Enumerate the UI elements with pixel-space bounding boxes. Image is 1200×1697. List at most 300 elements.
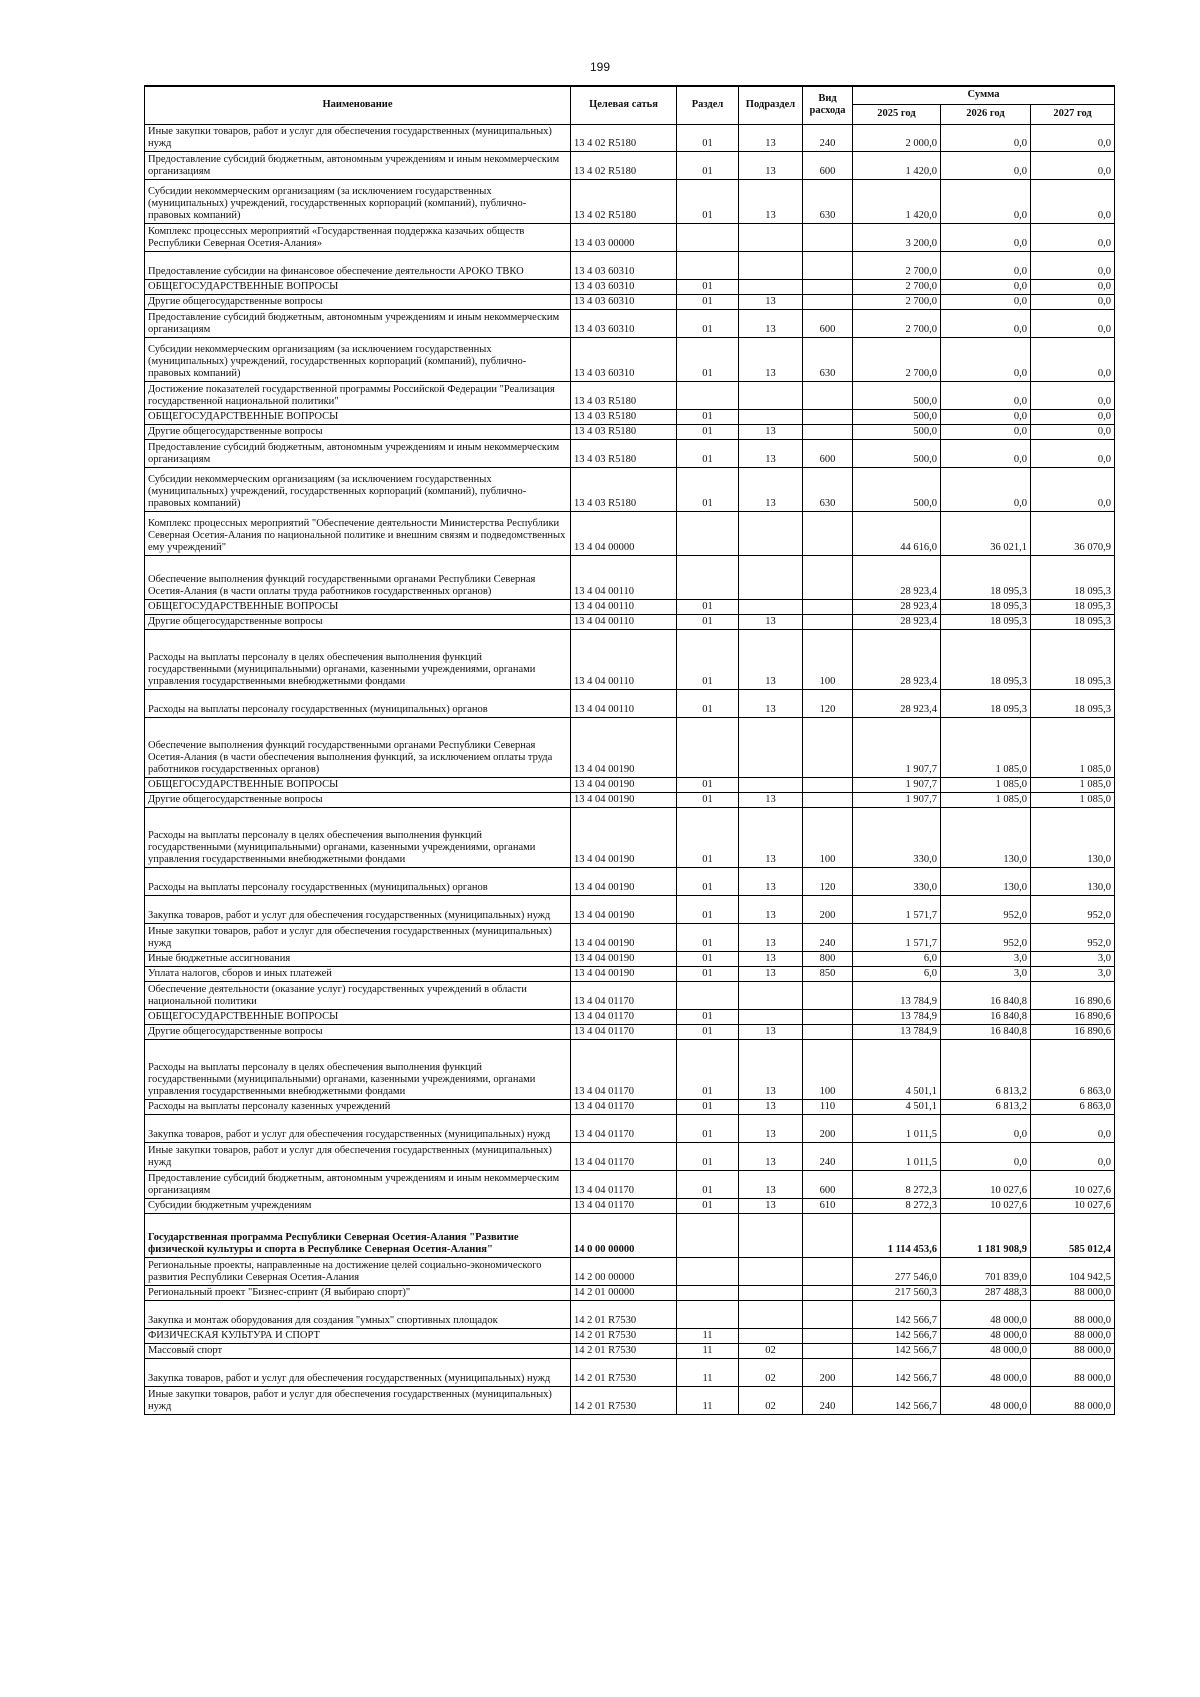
table-row xyxy=(145,1328,1115,1343)
row-name: Закупка и монтаж оборудования для создания "умных" спортивных площадок xyxy=(145,1300,571,1328)
table-row xyxy=(145,294,1115,309)
row-expense-type: 630 xyxy=(803,179,853,223)
row-amount-2026: 1 085,0 xyxy=(941,792,1031,807)
row-section: 11 xyxy=(677,1328,739,1343)
row-name: Субсидии бюджетным учреждениям xyxy=(145,1198,571,1213)
row-amount-2025: 142 566,7 xyxy=(853,1358,941,1386)
row-subsection xyxy=(739,599,803,614)
row-amount-2025: 2 700,0 xyxy=(853,251,941,279)
row-expense-type: 630 xyxy=(803,467,853,511)
row-expense-type: 240 xyxy=(803,1386,853,1414)
row-expense-type: 240 xyxy=(803,923,853,951)
row-name: ФИЗИЧЕСКАЯ КУЛЬТУРА И СПОРТ xyxy=(145,1328,571,1343)
row-section: 01 xyxy=(677,629,739,689)
row-expense-type: 600 xyxy=(803,151,853,179)
row-target-code: 13 4 04 01170 xyxy=(571,1198,677,1213)
table-row xyxy=(145,1024,1115,1039)
row-expense-type xyxy=(803,1257,853,1285)
row-expense-type: 100 xyxy=(803,1039,853,1099)
row-amount-2025: 1 571,7 xyxy=(853,895,941,923)
row-target-code: 13 4 03 R5180 xyxy=(571,409,677,424)
row-subsection xyxy=(739,409,803,424)
row-target-code: 13 4 03 60310 xyxy=(571,337,677,381)
row-amount-2026: 0,0 xyxy=(941,467,1031,511)
row-amount-2027: 0,0 xyxy=(1031,337,1115,381)
row-target-code: 13 4 03 60310 xyxy=(571,309,677,337)
row-expense-type: 100 xyxy=(803,807,853,867)
row-amount-2027: 16 890,6 xyxy=(1031,981,1115,1009)
row-section: 01 xyxy=(677,1024,739,1039)
row-name: Государственная программа Республики Северная Осетия-Алания "Развитие физической культуры и спорта в Республике Северная Осетия-Алания" xyxy=(145,1213,571,1257)
row-amount-2027: 88 000,0 xyxy=(1031,1386,1115,1414)
row-amount-2026: 0,0 xyxy=(941,1142,1031,1170)
row-subsection xyxy=(739,511,803,555)
row-section xyxy=(677,717,739,777)
table-row xyxy=(145,1114,1115,1142)
row-amount-2027: 0,0 xyxy=(1031,424,1115,439)
table-row xyxy=(145,555,1115,599)
row-expense-type: 240 xyxy=(803,1142,853,1170)
row-expense-type: 610 xyxy=(803,1198,853,1213)
row-expense-type xyxy=(803,1343,853,1358)
row-name: Другие общегосударственные вопросы xyxy=(145,792,571,807)
row-amount-2025: 500,0 xyxy=(853,409,941,424)
header-type: Вид расхода xyxy=(803,86,853,124)
row-amount-2027: 88 000,0 xyxy=(1031,1300,1115,1328)
row-target-code: 13 4 04 01170 xyxy=(571,1114,677,1142)
row-target-code: 14 2 01 R7530 xyxy=(571,1328,677,1343)
row-name: Другие общегосударственные вопросы xyxy=(145,424,571,439)
row-name: ОБЩЕГОСУДАРСТВЕННЫЕ ВОПРОСЫ xyxy=(145,599,571,614)
row-amount-2027: 3,0 xyxy=(1031,966,1115,981)
row-section xyxy=(677,555,739,599)
row-expense-type: 600 xyxy=(803,1170,853,1198)
row-expense-type xyxy=(803,1285,853,1300)
table-row xyxy=(145,1386,1115,1414)
row-subsection: 13 xyxy=(739,424,803,439)
row-amount-2025: 28 923,4 xyxy=(853,614,941,629)
row-target-code: 13 4 03 60310 xyxy=(571,294,677,309)
row-amount-2025: 2 000,0 xyxy=(853,124,941,151)
row-amount-2026: 0,0 xyxy=(941,381,1031,409)
table-row xyxy=(145,717,1115,777)
header-section: Раздел xyxy=(677,86,739,124)
row-amount-2026: 48 000,0 xyxy=(941,1358,1031,1386)
row-amount-2026: 0,0 xyxy=(941,223,1031,251)
row-subsection: 13 xyxy=(739,614,803,629)
row-subsection xyxy=(739,1285,803,1300)
row-section xyxy=(677,1300,739,1328)
row-target-code: 13 4 03 00000 xyxy=(571,223,677,251)
table-row xyxy=(145,424,1115,439)
row-amount-2026: 3,0 xyxy=(941,951,1031,966)
row-amount-2026: 1 181 908,9 xyxy=(941,1213,1031,1257)
row-amount-2026: 10 027,6 xyxy=(941,1198,1031,1213)
table-row xyxy=(145,279,1115,294)
row-name: Обеспечение выполнения функций государственными органами Республики Северная Осетия-Алания (в части обеспечения выполнения функций, за исключением оплаты труда работников государственных органов) xyxy=(145,717,571,777)
row-target-code: 13 4 03 R5180 xyxy=(571,439,677,467)
row-target-code: 13 4 02 R5180 xyxy=(571,151,677,179)
row-subsection: 13 xyxy=(739,792,803,807)
table-row xyxy=(145,1300,1115,1328)
row-amount-2025: 6,0 xyxy=(853,966,941,981)
row-subsection: 13 xyxy=(739,1142,803,1170)
row-name: Расходы на выплаты персоналу в целях обеспечения выполнения функций государственными (муниципальными) органами, казенными учреждениями, органами управления государственными внебюджетными фондами xyxy=(145,807,571,867)
row-target-code: 13 4 04 00110 xyxy=(571,614,677,629)
row-subsection: 13 xyxy=(739,124,803,151)
row-amount-2025: 13 784,9 xyxy=(853,1009,941,1024)
row-name: Иные закупки товаров, работ и услуг для обеспечения государственных (муниципальных) нужд xyxy=(145,124,571,151)
row-amount-2026: 6 813,2 xyxy=(941,1039,1031,1099)
row-section: 01 xyxy=(677,777,739,792)
row-subsection: 13 xyxy=(739,895,803,923)
row-amount-2026: 701 839,0 xyxy=(941,1257,1031,1285)
row-name: Субсидии некоммерческим организациям (за исключением государственных (муниципальных) учреждений, государственных корпораций (компаний), публично-правовых компаний) xyxy=(145,467,571,511)
table-row xyxy=(145,179,1115,223)
row-name: Закупка товаров, работ и услуг для обеспечения государственных (муниципальных) нужд xyxy=(145,1114,571,1142)
row-amount-2025: 6,0 xyxy=(853,951,941,966)
row-amount-2025: 1 571,7 xyxy=(853,923,941,951)
row-expense-type xyxy=(803,424,853,439)
row-section: 01 xyxy=(677,951,739,966)
row-amount-2025: 8 272,3 xyxy=(853,1198,941,1213)
row-name: Предоставление субсидий бюджетным, автономным учреждениям и иным некоммерческим организациям xyxy=(145,309,571,337)
row-section: 11 xyxy=(677,1386,739,1414)
row-amount-2027: 104 942,5 xyxy=(1031,1257,1115,1285)
row-section: 01 xyxy=(677,1009,739,1024)
table-row xyxy=(145,309,1115,337)
row-section xyxy=(677,1257,739,1285)
table-row xyxy=(145,381,1115,409)
row-subsection: 13 xyxy=(739,439,803,467)
row-expense-type: 630 xyxy=(803,337,853,381)
table-row xyxy=(145,895,1115,923)
table-row xyxy=(145,251,1115,279)
row-subsection: 13 xyxy=(739,629,803,689)
table-row xyxy=(145,807,1115,867)
row-section: 11 xyxy=(677,1358,739,1386)
row-subsection: 02 xyxy=(739,1343,803,1358)
row-amount-2027: 1 085,0 xyxy=(1031,792,1115,807)
row-subsection: 13 xyxy=(739,151,803,179)
row-amount-2025: 2 700,0 xyxy=(853,279,941,294)
row-expense-type: 240 xyxy=(803,124,853,151)
row-amount-2027: 18 095,3 xyxy=(1031,614,1115,629)
row-amount-2026: 16 840,8 xyxy=(941,1024,1031,1039)
row-target-code: 13 4 04 00190 xyxy=(571,777,677,792)
row-target-code: 14 2 01 R7530 xyxy=(571,1358,677,1386)
row-name: Расходы на выплаты персоналу государственных (муниципальных) органов xyxy=(145,867,571,895)
row-section xyxy=(677,981,739,1009)
row-target-code: 14 2 01 R7530 xyxy=(571,1343,677,1358)
row-amount-2026: 48 000,0 xyxy=(941,1343,1031,1358)
row-amount-2027: 88 000,0 xyxy=(1031,1285,1115,1300)
row-amount-2027: 585 012,4 xyxy=(1031,1213,1115,1257)
row-target-code: 13 4 04 00110 xyxy=(571,599,677,614)
row-expense-type xyxy=(803,251,853,279)
row-amount-2027: 16 890,6 xyxy=(1031,1009,1115,1024)
row-target-code: 13 4 04 00190 xyxy=(571,807,677,867)
row-subsection: 13 xyxy=(739,467,803,511)
row-target-code: 13 4 04 00000 xyxy=(571,511,677,555)
row-target-code: 13 4 04 00190 xyxy=(571,792,677,807)
row-target-code: 14 2 01 00000 xyxy=(571,1285,677,1300)
row-section: 01 xyxy=(677,614,739,629)
row-target-code: 13 4 02 R5180 xyxy=(571,124,677,151)
table-row xyxy=(145,689,1115,717)
row-section: 01 xyxy=(677,792,739,807)
row-amount-2025: 1 420,0 xyxy=(853,179,941,223)
row-amount-2025: 1 907,7 xyxy=(853,777,941,792)
row-amount-2027: 952,0 xyxy=(1031,923,1115,951)
row-subsection xyxy=(739,717,803,777)
row-expense-type xyxy=(803,1300,853,1328)
header-2027: 2027 год xyxy=(1031,104,1115,124)
row-expense-type xyxy=(803,717,853,777)
row-amount-2025: 500,0 xyxy=(853,381,941,409)
row-name: Региональный проект "Бизнес-спринт (Я выбираю спорт)" xyxy=(145,1285,571,1300)
row-subsection: 13 xyxy=(739,309,803,337)
row-section: 01 xyxy=(677,1170,739,1198)
row-name: Иные закупки товаров, работ и услуг для обеспечения государственных (муниципальных) нужд xyxy=(145,1142,571,1170)
row-amount-2027: 10 027,6 xyxy=(1031,1198,1115,1213)
row-amount-2025: 1 907,7 xyxy=(853,717,941,777)
row-amount-2025: 500,0 xyxy=(853,467,941,511)
row-target-code: 13 4 04 01170 xyxy=(571,1142,677,1170)
row-subsection: 02 xyxy=(739,1386,803,1414)
row-amount-2026: 0,0 xyxy=(941,179,1031,223)
row-amount-2026: 1 085,0 xyxy=(941,717,1031,777)
row-target-code: 13 4 04 01170 xyxy=(571,981,677,1009)
row-section: 01 xyxy=(677,599,739,614)
row-name: ОБЩЕГОСУДАРСТВЕННЫЕ ВОПРОСЫ xyxy=(145,409,571,424)
row-target-code: 13 4 04 00110 xyxy=(571,555,677,599)
row-amount-2026: 0,0 xyxy=(941,279,1031,294)
row-subsection: 13 xyxy=(739,294,803,309)
row-subsection: 13 xyxy=(739,807,803,867)
row-expense-type xyxy=(803,1024,853,1039)
row-amount-2027: 0,0 xyxy=(1031,279,1115,294)
row-section xyxy=(677,381,739,409)
row-target-code: 13 4 03 R5180 xyxy=(571,467,677,511)
row-amount-2027: 0,0 xyxy=(1031,1114,1115,1142)
table-row xyxy=(145,1099,1115,1114)
row-name: Обеспечение деятельности (оказание услуг) государственных учреждений в области национальной политики xyxy=(145,981,571,1009)
row-section: 01 xyxy=(677,689,739,717)
row-subsection: 13 xyxy=(739,1099,803,1114)
row-amount-2027: 18 095,3 xyxy=(1031,555,1115,599)
table-row xyxy=(145,223,1115,251)
page-number: 199 xyxy=(589,60,611,74)
row-expense-type xyxy=(803,1213,853,1257)
row-amount-2026: 0,0 xyxy=(941,294,1031,309)
row-amount-2027: 0,0 xyxy=(1031,381,1115,409)
table-row xyxy=(145,599,1115,614)
table-row xyxy=(145,1039,1115,1099)
row-amount-2027: 18 095,3 xyxy=(1031,629,1115,689)
row-name: Субсидии некоммерческим организациям (за исключением государственных (муниципальных) учреждений, государственных корпораций (компаний), публично-правовых компаний) xyxy=(145,179,571,223)
row-section: 01 xyxy=(677,467,739,511)
row-amount-2027: 10 027,6 xyxy=(1031,1170,1115,1198)
row-subsection: 13 xyxy=(739,689,803,717)
row-expense-type xyxy=(803,409,853,424)
row-name: Обеспечение выполнения функций государственными органами Республики Северная Осетия-Алания (в части оплаты труда работников государственных органов) xyxy=(145,555,571,599)
row-expense-type: 200 xyxy=(803,895,853,923)
row-amount-2025: 1 420,0 xyxy=(853,151,941,179)
row-section: 01 xyxy=(677,867,739,895)
table-row xyxy=(145,409,1115,424)
row-expense-type xyxy=(803,792,853,807)
row-amount-2026: 0,0 xyxy=(941,151,1031,179)
table-row xyxy=(145,1343,1115,1358)
row-amount-2025: 4 501,1 xyxy=(853,1099,941,1114)
row-target-code: 14 2 00 00000 xyxy=(571,1257,677,1285)
row-subsection: 13 xyxy=(739,1170,803,1198)
row-section xyxy=(677,251,739,279)
row-section: 01 xyxy=(677,337,739,381)
row-target-code: 13 4 03 R5180 xyxy=(571,424,677,439)
row-amount-2026: 0,0 xyxy=(941,439,1031,467)
row-amount-2027: 0,0 xyxy=(1031,151,1115,179)
row-target-code: 13 4 04 00190 xyxy=(571,717,677,777)
row-amount-2026: 3,0 xyxy=(941,966,1031,981)
row-subsection: 13 xyxy=(739,923,803,951)
row-amount-2026: 6 813,2 xyxy=(941,1099,1031,1114)
row-expense-type xyxy=(803,381,853,409)
row-name: Иные бюджетные ассигнования xyxy=(145,951,571,966)
row-amount-2025: 142 566,7 xyxy=(853,1386,941,1414)
row-expense-type xyxy=(803,777,853,792)
row-amount-2026: 130,0 xyxy=(941,867,1031,895)
table-row xyxy=(145,1285,1115,1300)
row-target-code: 13 4 04 00190 xyxy=(571,867,677,895)
row-subsection: 13 xyxy=(739,179,803,223)
table-row xyxy=(145,1257,1115,1285)
row-section: 01 xyxy=(677,1039,739,1099)
row-name: Комплекс процессных мероприятий "Обеспечение деятельности Министерства Республики Северная Осетия-Алания по национальной политике и внешним связям и подведомственных ему учреждений" xyxy=(145,511,571,555)
row-amount-2027: 6 863,0 xyxy=(1031,1039,1115,1099)
row-target-code: 13 4 04 01170 xyxy=(571,1024,677,1039)
row-section xyxy=(677,1213,739,1257)
row-section: 01 xyxy=(677,151,739,179)
row-name: ОБЩЕГОСУДАРСТВЕННЫЕ ВОПРОСЫ xyxy=(145,777,571,792)
row-expense-type xyxy=(803,279,853,294)
table-row xyxy=(145,124,1115,151)
row-expense-type: 600 xyxy=(803,439,853,467)
row-amount-2027: 88 000,0 xyxy=(1031,1358,1115,1386)
row-expense-type xyxy=(803,223,853,251)
table-row xyxy=(145,439,1115,467)
row-amount-2026: 0,0 xyxy=(941,124,1031,151)
row-target-code: 13 4 04 00190 xyxy=(571,923,677,951)
row-amount-2027: 0,0 xyxy=(1031,223,1115,251)
row-amount-2025: 8 272,3 xyxy=(853,1170,941,1198)
row-amount-2025: 3 200,0 xyxy=(853,223,941,251)
header-sum: Сумма xyxy=(853,86,1115,104)
table-body xyxy=(145,124,1115,1414)
row-subsection: 13 xyxy=(739,966,803,981)
row-amount-2025: 142 566,7 xyxy=(853,1343,941,1358)
row-amount-2026: 0,0 xyxy=(941,251,1031,279)
row-amount-2027: 88 000,0 xyxy=(1031,1328,1115,1343)
table-row xyxy=(145,951,1115,966)
row-amount-2026: 18 095,3 xyxy=(941,555,1031,599)
row-subsection xyxy=(739,381,803,409)
row-section: 01 xyxy=(677,1198,739,1213)
row-subsection xyxy=(739,1009,803,1024)
row-amount-2026: 48 000,0 xyxy=(941,1300,1031,1328)
table-row xyxy=(145,467,1115,511)
header-2026: 2026 год xyxy=(941,104,1031,124)
row-amount-2025: 44 616,0 xyxy=(853,511,941,555)
row-subsection: 13 xyxy=(739,1114,803,1142)
row-subsection: 13 xyxy=(739,1039,803,1099)
row-amount-2026: 18 095,3 xyxy=(941,629,1031,689)
row-amount-2025: 500,0 xyxy=(853,424,941,439)
row-expense-type: 200 xyxy=(803,1358,853,1386)
row-section: 11 xyxy=(677,1343,739,1358)
row-expense-type xyxy=(803,294,853,309)
row-subsection: 02 xyxy=(739,1358,803,1386)
row-name: Другие общегосударственные вопросы xyxy=(145,614,571,629)
row-name: Закупка товаров, работ и услуг для обеспечения государственных (муниципальных) нужд xyxy=(145,895,571,923)
row-expense-type: 850 xyxy=(803,966,853,981)
budget-table xyxy=(144,85,1115,1415)
row-expense-type: 120 xyxy=(803,867,853,895)
table-row xyxy=(145,981,1115,1009)
row-expense-type: 110 xyxy=(803,1099,853,1114)
row-name: Расходы на выплаты персоналу в целях обеспечения выполнения функций государственными (муниципальными) органами, казенными учреждениями, органами управления государственными внебюджетными фондами xyxy=(145,629,571,689)
row-target-code: 13 4 04 00190 xyxy=(571,895,677,923)
table-row xyxy=(145,629,1115,689)
row-target-code: 13 4 04 01170 xyxy=(571,1099,677,1114)
row-subsection: 13 xyxy=(739,337,803,381)
row-amount-2027: 0,0 xyxy=(1031,439,1115,467)
row-amount-2025: 1 011,5 xyxy=(853,1114,941,1142)
row-subsection xyxy=(739,1300,803,1328)
table-row xyxy=(145,1009,1115,1024)
row-expense-type xyxy=(803,599,853,614)
row-section: 01 xyxy=(677,895,739,923)
row-subsection: 13 xyxy=(739,951,803,966)
row-target-code: 14 2 01 R7530 xyxy=(571,1386,677,1414)
row-target-code: 13 4 03 60310 xyxy=(571,251,677,279)
row-target-code: 13 4 04 00110 xyxy=(571,629,677,689)
row-amount-2027: 0,0 xyxy=(1031,124,1115,151)
table-row xyxy=(145,777,1115,792)
row-target-code: 13 4 04 00110 xyxy=(571,689,677,717)
table-row xyxy=(145,923,1115,951)
row-name: Субсидии некоммерческим организациям (за исключением государственных (муниципальных) учреждений, государственных корпораций (компаний), публично-правовых компаний) xyxy=(145,337,571,381)
row-name: Иные закупки товаров, работ и услуг для обеспечения государственных (муниципальных) нужд xyxy=(145,923,571,951)
row-amount-2026: 130,0 xyxy=(941,807,1031,867)
header-subsection: Подраздел xyxy=(739,86,803,124)
row-amount-2025: 28 923,4 xyxy=(853,599,941,614)
row-amount-2026: 36 021,1 xyxy=(941,511,1031,555)
row-amount-2025: 277 546,0 xyxy=(853,1257,941,1285)
row-subsection xyxy=(739,777,803,792)
row-amount-2026: 16 840,8 xyxy=(941,981,1031,1009)
row-amount-2027: 1 085,0 xyxy=(1031,777,1115,792)
row-amount-2026: 0,0 xyxy=(941,1114,1031,1142)
row-section: 01 xyxy=(677,124,739,151)
table-row xyxy=(145,792,1115,807)
table-row xyxy=(145,1142,1115,1170)
row-section: 01 xyxy=(677,923,739,951)
row-amount-2026: 18 095,3 xyxy=(941,599,1031,614)
row-section: 01 xyxy=(677,1099,739,1114)
row-subsection: 13 xyxy=(739,867,803,895)
